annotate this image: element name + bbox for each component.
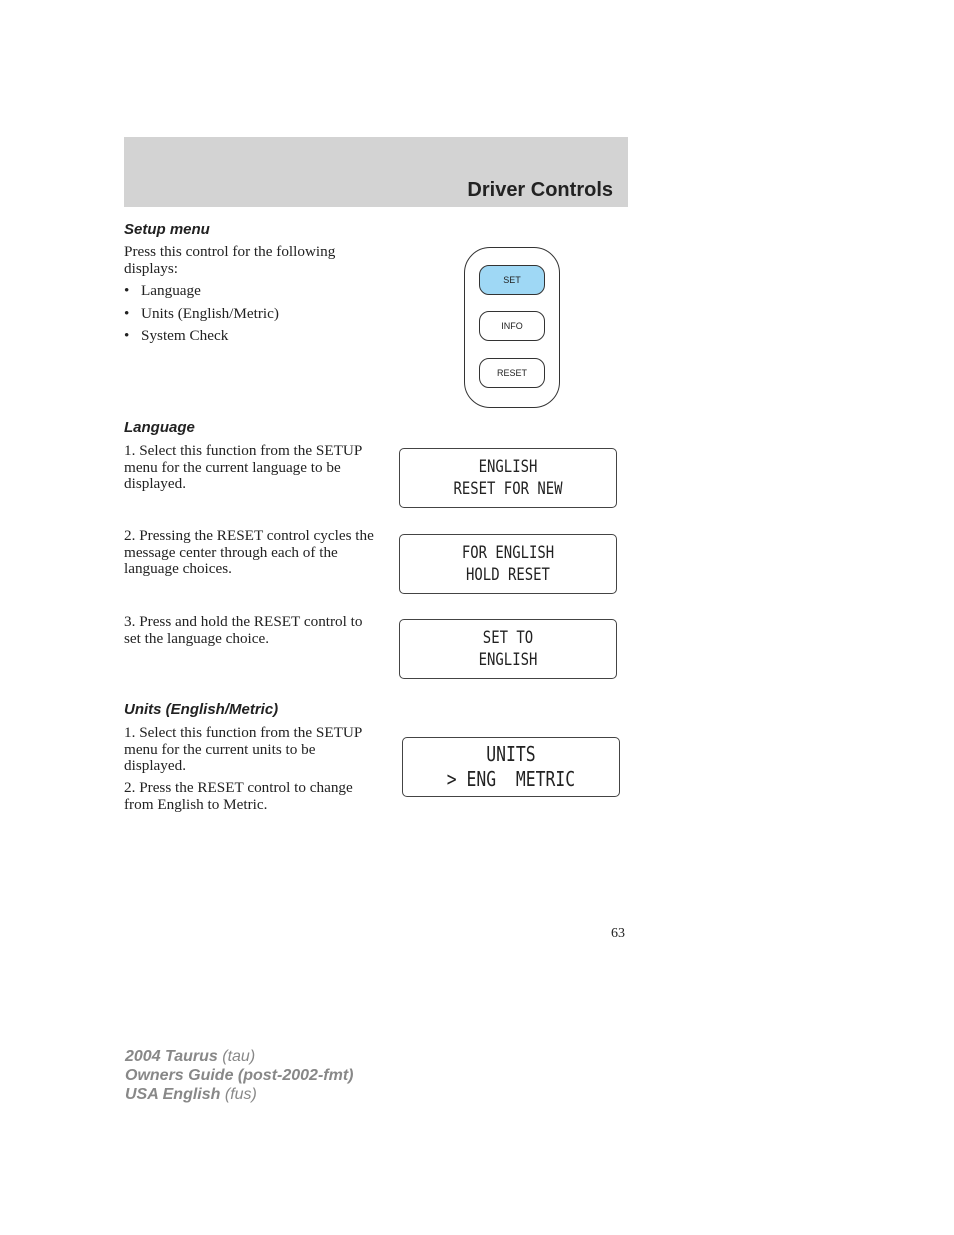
list-item: • System Check (124, 327, 229, 344)
display-english-reset-for-new (399, 448, 617, 508)
reset-button[interactable]: RESET (479, 358, 545, 388)
language-step-1: 1. Select this function from the SETUP menu for the current language to be displayed. (124, 442, 362, 493)
language-step-3: 3. Press and hold the RESET control to set the language choice. (124, 613, 363, 647)
setup-menu-list (124, 280, 279, 348)
display-line-2: ENGLISH (478, 650, 538, 670)
display-line-1: ENGLISH (478, 457, 538, 477)
display-line-1: FOR ENGLISH (461, 543, 555, 563)
display-line-2: RESET FOR NEW (453, 479, 563, 499)
list-item: • Language (124, 282, 201, 299)
display-line-2: > ENG METRIC (446, 767, 576, 791)
units-heading: Units (English/Metric) (124, 701, 279, 718)
footer-model-code: (tau) (222, 1048, 256, 1065)
display-line-2: HOLD RESET (466, 565, 550, 585)
language-heading: Language (124, 419, 195, 436)
page-number: 63 (611, 926, 625, 941)
display-line-1: SET TO (482, 628, 534, 648)
info-button[interactable]: INFO (479, 311, 545, 341)
setup-menu-heading: Setup menu (124, 221, 210, 238)
display-units-eng-metric (402, 737, 620, 797)
set-button[interactable]: SET (479, 265, 545, 295)
document-footer (125, 1047, 353, 1104)
units-step-1: 1. Select this function from the SETUP menu for the current units to be displayed. (124, 724, 362, 775)
list-item: • Units (English/Metric) (124, 304, 279, 322)
section-header-band (124, 137, 628, 207)
display-line-1: UNITS (486, 742, 536, 766)
message-center-control-panel (464, 247, 560, 408)
section-title: Driver Controls (467, 179, 613, 201)
footer-model: 2004 Taurus (125, 1048, 218, 1065)
setup-menu-intro: Press this control for the following displays: (124, 243, 336, 277)
display-for-english-hold-reset (399, 534, 617, 594)
footer-guide: Owners Guide (post-2002-fmt) (125, 1067, 354, 1084)
display-set-to-english (399, 619, 617, 679)
language-step-2: 2. Pressing the RESET control cycles the message center through each of the language choices. (124, 527, 374, 578)
footer-language-code: (fus) (224, 1086, 257, 1103)
footer-language: USA English (125, 1086, 221, 1103)
units-step-2: 2. Press the RESET control to change from English to Metric. (124, 779, 353, 813)
